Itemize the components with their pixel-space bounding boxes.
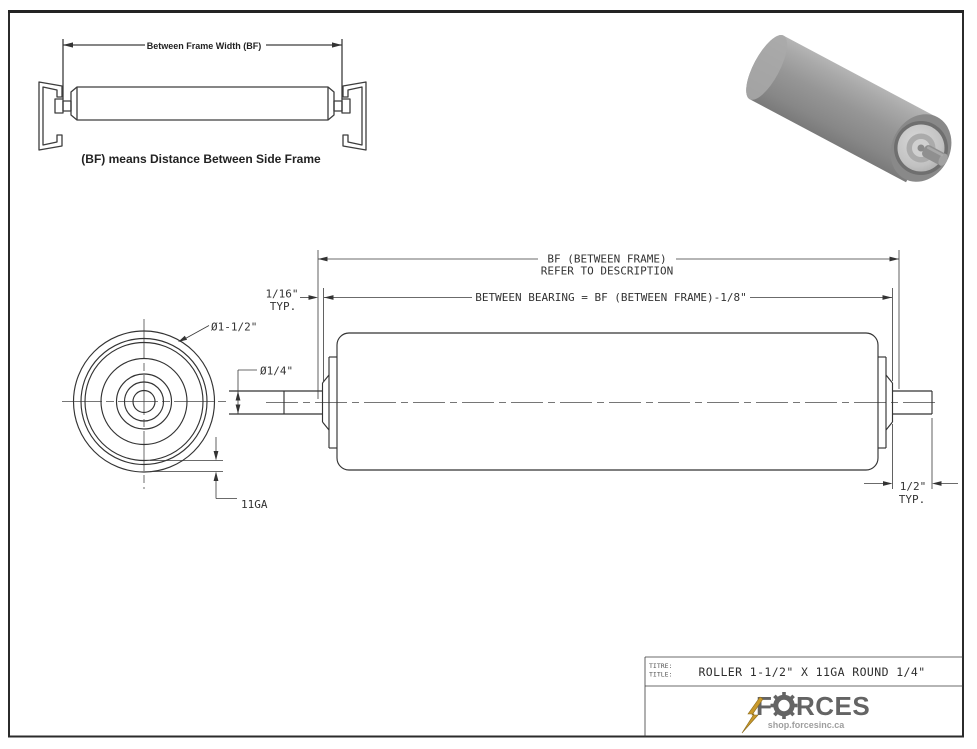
bf-explainer-diagram — [39, 39, 366, 166]
explainer-arrow-right — [332, 42, 342, 47]
logo-text-f: F — [756, 691, 773, 721]
sixteenth-typ-label-line1: 1/16" — [265, 287, 299, 301]
bf-dimension — [318, 253, 899, 278]
end-view — [62, 319, 268, 511]
sixteenth-typ-label-line2: TYP. — [269, 300, 297, 313]
wall-gauge-dimension — [150, 437, 268, 511]
explainer-dimension-label: Between Frame Width (BF) — [146, 41, 262, 51]
roller-body — [337, 333, 878, 470]
roller-diameter-callout — [178, 321, 257, 343]
left-side-frame — [39, 82, 62, 150]
bf-dimension-label-line2: REFER TO DESCRIPTION — [540, 264, 674, 278]
explainer-roller — [71, 87, 334, 120]
explainer-arrow-left — [63, 42, 73, 47]
title-label: TITLE: — [649, 670, 673, 679]
drawing-title: ROLLER 1-1/2" X 11GA ROUND 1/4" — [698, 665, 926, 679]
logo-text-rces: RCES — [796, 691, 871, 721]
between-bearing-label: BETWEEN BEARING = BF (BETWEEN FRAME)-1/8" — [475, 291, 747, 304]
explainer-caption: (BF) means Distance Between Side Frame — [81, 152, 321, 166]
roller-3d-image — [738, 30, 963, 193]
gear-icon — [771, 692, 798, 719]
roller-diameter-label: Ø1-1/2" — [211, 320, 258, 334]
right-side-frame — [343, 82, 366, 150]
half-typ-dimension — [864, 480, 958, 506]
bf-dimension-label-line1: BF (BETWEEN FRAME) — [547, 252, 667, 266]
titre-label: TITRE: — [649, 662, 673, 670]
title-block — [645, 657, 963, 737]
wall-gauge-label: 11GA — [241, 498, 268, 511]
explainer-bearing-blocks — [55, 99, 350, 113]
extension-lines — [318, 250, 932, 489]
half-typ-label-line1: 1/2" — [899, 480, 927, 493]
sixteenth-typ-dimension — [265, 288, 318, 314]
half-typ-label-line2: TYP. — [898, 493, 926, 506]
shaft-diameter-label: Ø1/4" — [260, 364, 294, 378]
website-url: shop.forcesinc.ca — [767, 720, 845, 730]
between-bearing-dimension — [324, 291, 892, 304]
forces-logo — [742, 691, 870, 733]
side-view — [229, 333, 940, 470]
